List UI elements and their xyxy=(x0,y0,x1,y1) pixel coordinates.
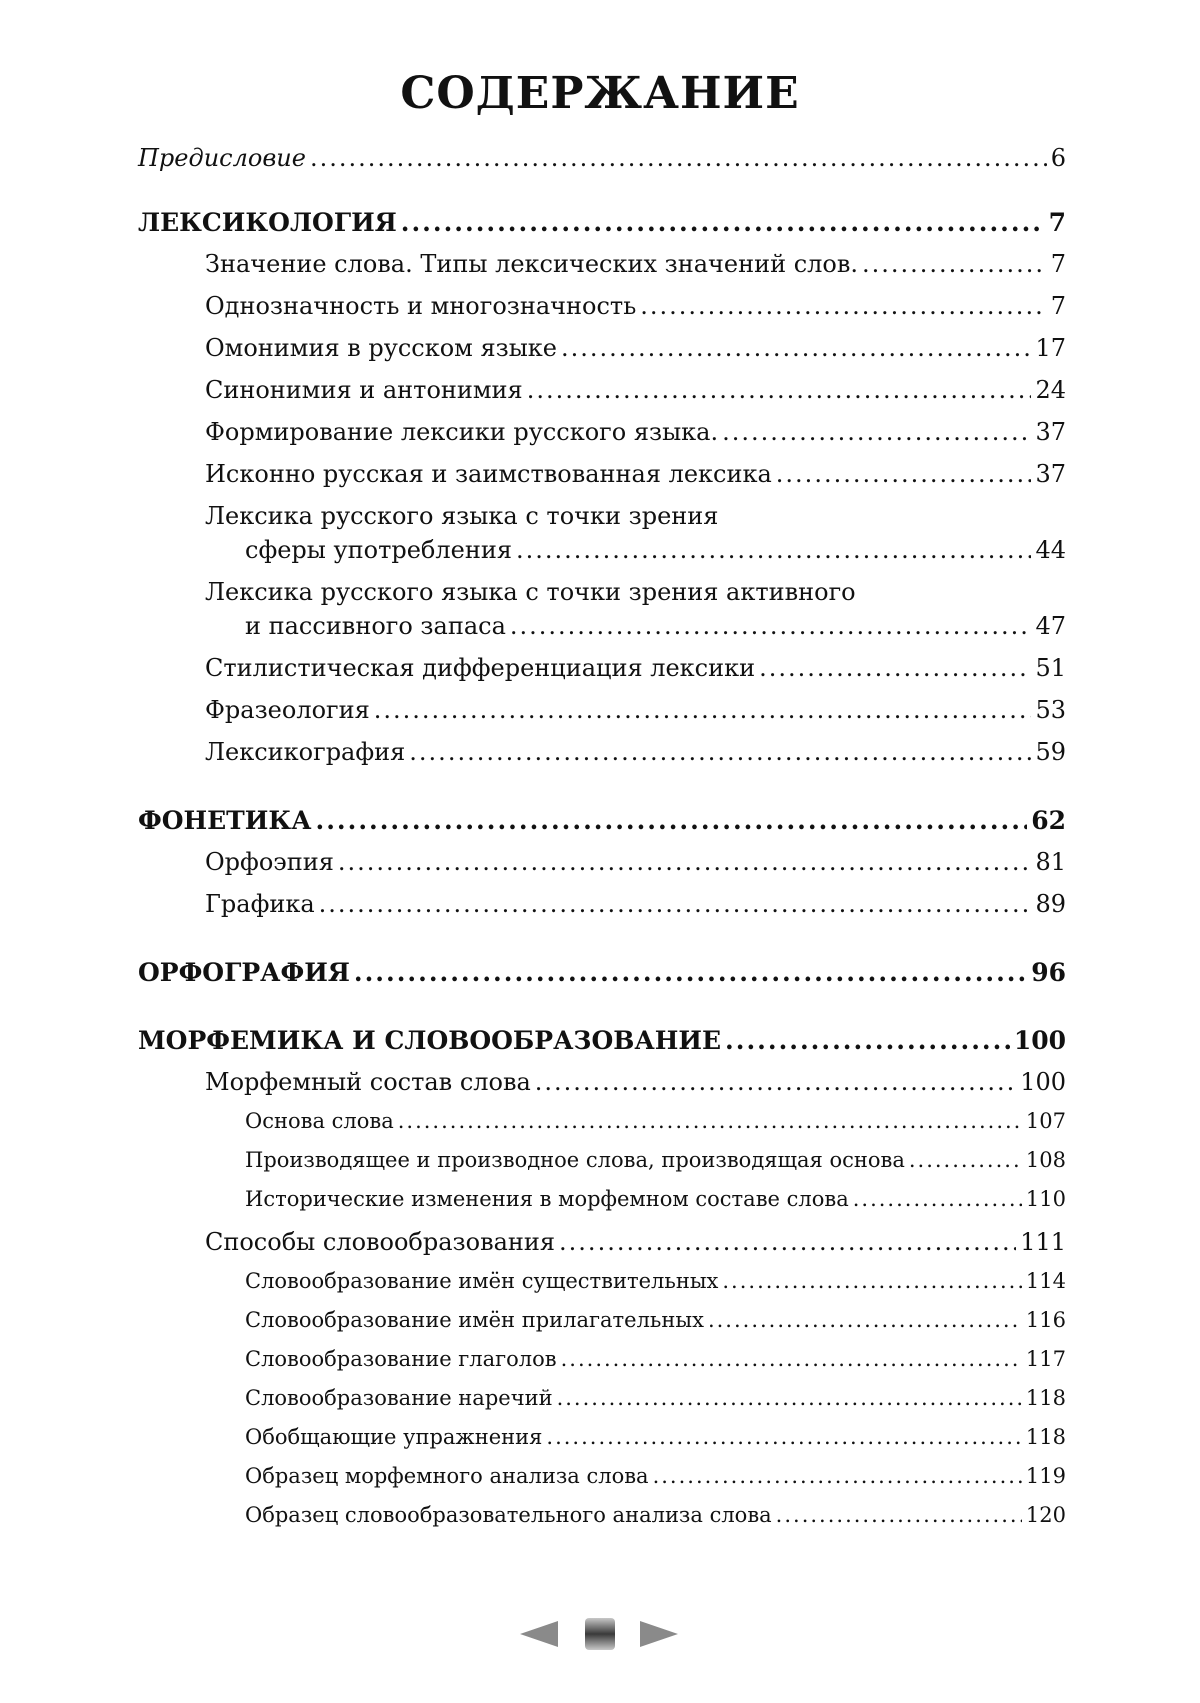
toc-entry-label: Словообразование наречий xyxy=(245,1386,553,1410)
dot-leader xyxy=(708,1310,1022,1331)
toc-entry-page: 6 xyxy=(1050,144,1066,172)
toc-subentry[interactable] xyxy=(245,1189,1066,1210)
toc-entry-page: 7 xyxy=(1050,250,1066,278)
dot-leader xyxy=(909,1150,1022,1171)
toc-entry-label: Основа слова xyxy=(245,1109,394,1133)
toc-subentry[interactable] xyxy=(245,1310,1066,1331)
toc-entry-page: 119 xyxy=(1025,1464,1066,1488)
toc-entry-label: Образец словообразовательного анализа слова xyxy=(245,1503,772,1527)
toc-entry[interactable] xyxy=(205,740,1066,764)
dot-leader xyxy=(776,1505,1022,1526)
toc-entry-label: Лексикография xyxy=(205,738,406,766)
toc-entry[interactable] xyxy=(205,462,1066,486)
dot-leader xyxy=(557,1388,1022,1409)
arrow-left-icon[interactable] xyxy=(520,1621,558,1647)
toc-entry-page: 120 xyxy=(1025,1503,1066,1527)
toc-entry-label: Фразеология xyxy=(205,696,370,724)
dot-leader xyxy=(722,420,1031,444)
toc-entry-label: Образец морфемного анализа слова xyxy=(245,1464,649,1488)
home-square-icon[interactable] xyxy=(585,1618,615,1650)
toc-entry[interactable] xyxy=(205,656,1066,680)
toc-entry-page: 53 xyxy=(1035,696,1066,724)
toc-entry-page: 37 xyxy=(1035,418,1066,446)
toc-subentry[interactable] xyxy=(245,1349,1066,1370)
toc-entry-label: Исконно русская и заимствованная лексика xyxy=(205,460,772,488)
toc-entry-page: 118 xyxy=(1025,1425,1066,1449)
toc-entry-page: 108 xyxy=(1025,1148,1066,1172)
dot-leader xyxy=(401,210,1045,235)
toc-entry-page: 118 xyxy=(1025,1386,1066,1410)
page-navigation xyxy=(0,1618,1200,1658)
toc-subentry[interactable] xyxy=(245,1388,1066,1409)
toc-entry[interactable] xyxy=(205,850,1066,874)
toc-entry[interactable] xyxy=(205,378,1066,402)
toc-entry-page: 111 xyxy=(1020,1228,1066,1256)
toc-entry-page: 59 xyxy=(1035,738,1066,766)
toc-entry-label: Способы словообразования xyxy=(205,1228,556,1256)
dot-leader xyxy=(776,462,1032,486)
toc-entry-label: Омонимия в русском языке xyxy=(205,334,558,362)
toc-entry-label: Орфоэпия xyxy=(205,848,334,876)
toc-entry-page: 62 xyxy=(1031,806,1066,835)
toc-entry-page: 110 xyxy=(1025,1187,1066,1211)
toc-entry[interactable] xyxy=(205,252,1066,276)
toc-entry-page: 100 xyxy=(1020,1068,1066,1096)
toc-entry-label: Формирование лексики русского языка. xyxy=(205,418,719,446)
toc-entry-page: 107 xyxy=(1025,1109,1066,1133)
toc-entry-page: 96 xyxy=(1031,958,1066,987)
toc-entry-label: ЛЕКСИКОЛОГИЯ xyxy=(138,208,397,237)
toc-subentry[interactable] xyxy=(245,1150,1066,1171)
toc-entry-page: 7 xyxy=(1048,208,1066,237)
toc-entry[interactable] xyxy=(205,1070,1066,1094)
dot-leader xyxy=(853,1189,1022,1210)
toc-entry-label: Однозначность и многозначность xyxy=(205,292,637,320)
toc-entry-page: 117 xyxy=(1025,1347,1066,1371)
toc-entry-page: 44 xyxy=(1035,536,1066,564)
toc-entry[interactable] xyxy=(205,336,1066,360)
dot-leader xyxy=(725,1028,1010,1053)
toc-subentry[interactable] xyxy=(245,1111,1066,1132)
dot-leader xyxy=(535,1070,1016,1094)
toc-entry-label: Морфемный состав слова xyxy=(205,1068,531,1096)
toc-entry-label: Графика xyxy=(205,890,315,918)
dot-leader xyxy=(653,1466,1022,1487)
toc-entry-label: Исторические изменения в морфемном составе слова xyxy=(245,1187,849,1211)
dot-leader xyxy=(862,252,1047,276)
toc-entry-page: 116 xyxy=(1025,1308,1066,1332)
toc-entry-label: Значение слова. Типы лексических значений слов. xyxy=(205,250,859,278)
dot-leader xyxy=(516,538,1031,562)
dot-leader xyxy=(310,146,1047,170)
dot-leader xyxy=(354,960,1027,985)
arrow-right-icon[interactable] xyxy=(640,1621,678,1647)
toc-entry-label: ОРФОГРАФИЯ xyxy=(138,958,350,987)
page-title: СОДЕРЖАНИЕ xyxy=(400,68,800,119)
dot-leader xyxy=(510,614,1032,638)
toc-section-orthography[interactable] xyxy=(138,960,1066,985)
toc-entry-label: Производящее и производное слова, производящая основа xyxy=(245,1148,905,1172)
dot-leader xyxy=(374,698,1032,722)
toc-entry-page: 114 xyxy=(1025,1269,1066,1293)
toc-entry[interactable] xyxy=(245,538,1066,562)
toc-entry-label: Предисловие xyxy=(138,144,306,172)
dot-leader xyxy=(759,656,1031,680)
toc-entry-label-line1: Лексика русского языка с точки зрения xyxy=(205,502,719,530)
toc-entry[interactable] xyxy=(205,1230,1066,1254)
toc-entry[interactable] xyxy=(205,698,1066,722)
toc-subentry[interactable] xyxy=(245,1271,1066,1292)
dot-leader xyxy=(559,1230,1016,1254)
dot-leader xyxy=(338,850,1032,874)
toc-entry-label: ФОНЕТИКА xyxy=(138,806,312,835)
toc-section-lexicology[interactable] xyxy=(138,210,1066,235)
toc-entry-page: 7 xyxy=(1050,292,1066,320)
toc-section-phonetics[interactable] xyxy=(138,808,1066,833)
toc-subentry[interactable] xyxy=(245,1505,1066,1526)
toc-entry-label: Обобщающие упражнения xyxy=(245,1425,543,1449)
toc-entry-page: 24 xyxy=(1035,376,1066,404)
toc-entry[interactable] xyxy=(245,614,1066,638)
toc-entry-page: 47 xyxy=(1035,612,1066,640)
dot-leader xyxy=(546,1427,1022,1448)
toc-entry-label: Словообразование имён существительных xyxy=(245,1269,719,1293)
toc-entry-page: 17 xyxy=(1035,334,1066,362)
dot-leader xyxy=(640,294,1046,318)
toc-subentry[interactable] xyxy=(245,1427,1066,1448)
dot-leader xyxy=(527,378,1032,402)
toc-entry-page: 51 xyxy=(1035,654,1066,682)
toc-entry-label-line1: Лексика русского языка с точки зрения активного xyxy=(205,578,856,606)
toc-entry-label: Стилистическая дифференциация лексики xyxy=(205,654,756,682)
dot-leader xyxy=(398,1111,1022,1132)
toc-entry-label-line2: и пассивного запаса xyxy=(245,612,506,640)
toc-entry[interactable] xyxy=(205,892,1066,916)
toc-subentry[interactable] xyxy=(245,1466,1066,1487)
toc-entry-label: Словообразование имён прилагательных xyxy=(245,1308,704,1332)
dot-leader xyxy=(409,740,1031,764)
toc-entry-label: МОРФЕМИКА И СЛОВООБРАЗОВАНИЕ xyxy=(138,1026,722,1055)
toc-entry-preface[interactable] xyxy=(138,146,1066,170)
toc-entry-page: 100 xyxy=(1013,1026,1066,1055)
toc-section-morphemics[interactable] xyxy=(138,1028,1066,1053)
dot-leader xyxy=(316,808,1028,833)
toc-entry-label: Словообразование глаголов xyxy=(245,1347,557,1371)
toc-entry[interactable] xyxy=(205,420,1066,444)
dot-leader xyxy=(561,336,1031,360)
toc-entry-label-line2: сферы употребления xyxy=(245,536,512,564)
toc-entry-page: 89 xyxy=(1035,890,1066,918)
dot-leader xyxy=(722,1271,1022,1292)
dot-leader xyxy=(561,1349,1022,1370)
toc-entry-label: Синонимия и антонимия xyxy=(205,376,523,404)
toc-entry-page: 81 xyxy=(1035,848,1066,876)
toc-entry-page: 37 xyxy=(1035,460,1066,488)
toc-entry[interactable] xyxy=(205,294,1066,318)
dot-leader xyxy=(319,892,1032,916)
